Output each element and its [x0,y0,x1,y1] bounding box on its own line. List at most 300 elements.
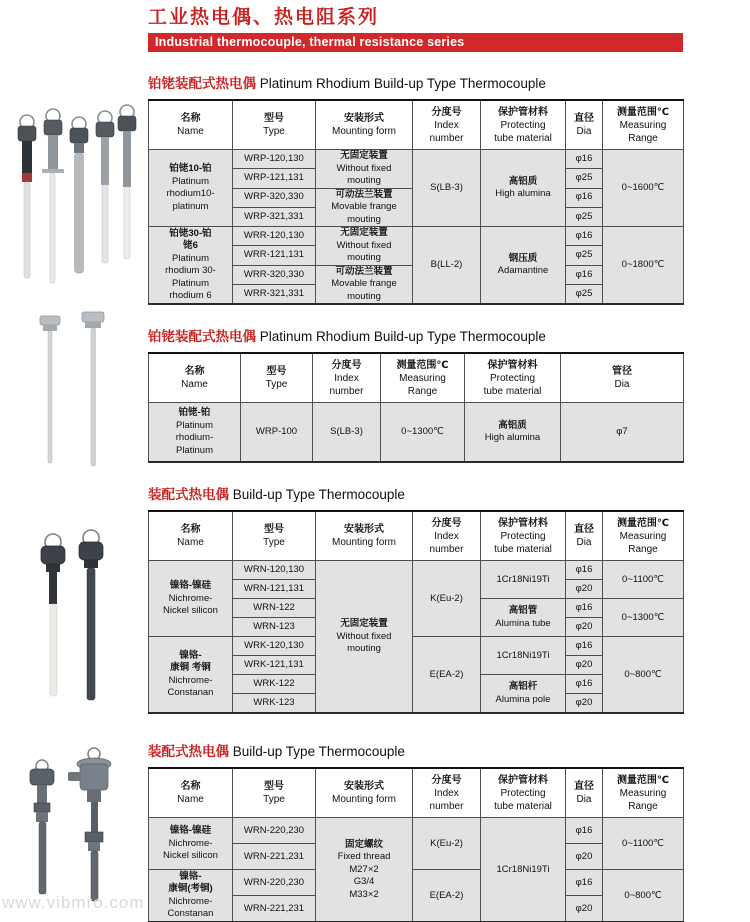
table-cell [233,844,316,870]
cell-text: φ16 [575,678,593,690]
cell-text: 高铝杆 [508,681,538,693]
column-header [481,768,566,818]
table-cell [233,818,316,844]
cell-text: WRR-120,130 [243,230,305,242]
table-row [149,870,684,896]
table-cell [233,150,316,169]
cell-text: WRR-321,331 [243,287,305,299]
thermocouple-illustration [40,312,104,466]
cell-text: 管径 [612,366,632,378]
table-cell [566,675,603,694]
cell-text: 可动法兰装置 [335,265,393,277]
spec-table-container [148,767,683,922]
thermocouple-illustration [41,530,103,700]
cell-text: Dia [576,126,592,137]
cell-text: 分度号 [431,774,462,786]
table-cell [149,637,233,714]
cell-text: Index [434,530,459,542]
cell-text: WRK-122 [253,678,295,690]
column-header [149,511,233,561]
section-platinum-rhodium-2 [148,329,683,463]
table-cell [233,896,316,922]
cell-text: Constanan [167,687,214,699]
cell-text: mouting [347,213,381,225]
cell-text: Measuring [619,119,667,131]
table-cell [316,818,413,922]
table-cell [566,561,603,580]
table-cell [149,227,233,305]
cell-text: φ20 [575,697,593,709]
table-cell [149,403,241,463]
cell-text: Index [434,787,459,799]
column-header [381,353,465,403]
cell-text: 镍铬- [179,870,202,882]
section-heading-zh: 铂铑装配式热电偶 [148,329,256,345]
cell-text: mouting [347,252,381,264]
section-build-up-1 [148,487,683,714]
section-heading-zh: 装配式热电偶 [148,744,229,760]
header-row [149,768,684,818]
cell-text: Platinum [176,419,213,431]
table-cell [481,675,566,714]
table-cell [381,403,465,463]
cell-text: Platinum [172,252,209,264]
table-cell [413,637,481,714]
cell-text: WRP-100 [255,426,298,438]
cell-text: 保护管材料 [498,106,548,118]
cell-text: 测量范围℃ [616,517,670,529]
table-cell [603,637,684,714]
table-cell [233,580,316,599]
cell-text: Protecting [500,530,546,542]
cell-text: 0~1600℃ [621,181,665,193]
thermocouple-illustration [30,748,111,901]
table-cell [149,818,233,870]
cell-text: Name [177,126,204,137]
cell-text: φ25 [575,249,593,261]
spec-table [148,99,684,305]
cell-text: rhodium 6 [169,290,212,302]
cell-text: 铂铑30-铂 [169,227,212,239]
table-cell [566,694,603,714]
thermocouple-photo-group-3 [26,528,121,706]
table-cell [603,150,684,227]
cell-text: WRN-221,231 [243,850,305,862]
cell-text: 名称 [180,781,201,793]
column-header [241,353,313,403]
cell-text: φ25 [575,287,593,299]
cell-text: 镍铬-镍硅 [169,825,212,837]
table-cell [241,403,313,463]
table-cell [603,227,684,305]
cell-text: φ16 [575,191,593,203]
table-cell [233,265,316,284]
cell-text: WRN-120,130 [243,564,305,576]
cell-text: WRN-121,131 [243,583,305,595]
table-cell [233,656,316,675]
cell-text: 分度号 [431,106,462,118]
table-cell [603,870,684,922]
cell-text: Protecting [500,787,546,799]
table-cell [566,599,603,618]
table-cell [413,561,481,637]
section-platinum-rhodium-1 [148,76,683,305]
cell-text: Platinum [172,277,209,289]
cell-text: WRP-120,130 [244,152,304,164]
table-cell [413,150,481,227]
cell-text: rhodium- [175,432,214,444]
table-cell [481,561,566,599]
section-build-up-2 [148,744,683,922]
cell-text: φ16 [575,564,593,576]
table-cell [566,285,603,305]
table-cell [149,561,233,637]
cell-text: 直径 [574,113,594,124]
cell-text: G3/4 [353,876,375,888]
table-cell [566,188,603,207]
cell-text: 保护管材料 [487,359,538,371]
cell-text: M27×2 [349,863,379,875]
table-cell [481,150,566,227]
cell-text: 型号 [264,524,284,536]
table-cell [413,870,481,922]
cell-text: High alumina [495,188,551,200]
cell-text: 保护管材料 [498,774,548,786]
cell-text: 铂铑10-铂 [169,163,212,175]
cell-text: E(EA-2) [429,889,464,901]
cell-text: 直径 [574,524,594,536]
table-cell [233,599,316,618]
column-header [603,768,684,818]
cell-text: Platinum [172,175,209,187]
cell-text: Type [263,794,285,806]
content-column [148,6,683,922]
cell-text: 0~800℃ [624,889,662,901]
cell-text: WRK-121,131 [244,659,304,671]
header-row [149,353,684,403]
table-cell [566,207,603,226]
cell-text: WRR-121,131 [243,249,305,261]
cell-text: Measuring [619,787,667,799]
section-heading [148,76,683,92]
column-header [413,100,481,150]
cell-text: Without fixed [336,162,392,174]
cell-text: φ20 [575,659,593,671]
cell-text: φ16 [575,640,593,652]
cell-text: 1Cr18Ni19Ti [496,863,550,875]
table-cell [233,246,316,265]
table-cell [561,403,684,463]
table-row [149,637,684,656]
table-cell [566,844,603,870]
cell-text: tube material [483,385,542,397]
cell-text: φ20 [575,621,593,633]
cell-text: Without fixed [336,239,392,251]
cell-text: mouting [347,643,381,655]
column-header [316,100,413,150]
spec-table-container [148,352,683,463]
spec-table [148,510,684,714]
cell-text: WRN-123 [253,621,295,633]
cell-text: WRK-120,130 [244,640,304,652]
spec-table [148,767,684,922]
cell-text: φ16 [575,152,593,164]
column-header [465,353,561,403]
table-cell [233,169,316,188]
table-cell [233,207,316,226]
table-cell [481,818,566,922]
cell-text: Movable frange [331,278,397,290]
table-cell [566,637,603,656]
table-cell [566,150,603,169]
section-heading-en: Build-up Type Thermocouple [232,487,405,503]
table-cell [566,870,603,896]
cell-text: Index [434,119,459,131]
cell-text: 可动法兰装置 [335,188,393,200]
spec-table-container [148,99,683,305]
cell-text: φ20 [575,850,593,862]
cell-text: Nickel silicon [163,605,218,617]
cell-text: 0~1100℃ [622,837,664,849]
cell-text: 无固定装置 [340,150,388,161]
cell-text: K(Eu-2) [430,592,463,604]
cell-text: Alumina tube [495,617,551,629]
table-cell [149,870,233,922]
cell-text: 分度号 [431,517,462,529]
table-cell [603,599,684,637]
cell-text: 型号 [264,113,284,124]
table-cell [233,637,316,656]
cell-text: 康铜 考铜 [170,662,211,674]
cell-text: WRN-122 [253,602,295,614]
cell-text: WRN-220,230 [243,876,305,888]
cell-text: Range [628,543,658,555]
column-header [566,768,603,818]
cell-text: Range [628,132,658,144]
cell-text: Nichrome- [168,895,213,907]
cell-text: 名称 [184,366,205,378]
cell-text: 名称 [180,113,201,124]
cell-text: number [429,543,464,555]
cell-text: 镍铬- [179,649,202,661]
table-cell [566,265,603,284]
cell-text: 0~1300℃ [621,611,665,623]
column-header [603,511,684,561]
table-cell [233,694,316,714]
cell-text: 钢压质 [508,252,538,264]
section-heading-zh: 装配式热电偶 [148,487,229,503]
column-header [561,353,684,403]
thermocouple-photo-group-2 [22,308,120,470]
cell-text: Nichrome- [168,837,213,849]
spec-table [148,352,684,463]
cell-text: WRN-221,231 [243,902,305,914]
cell-text: tube material [494,132,552,144]
table-cell [413,227,481,305]
table-cell [566,896,603,922]
column-header [413,511,481,561]
cell-text: Type [265,379,288,391]
table-cell [566,818,603,844]
cell-text: 0~1300℃ [401,426,444,438]
cell-text: 保护管材料 [498,517,548,529]
cell-text: High alumina [484,432,541,444]
cell-text: WRP-121,131 [244,172,304,184]
page-title: 工业热电偶、热电阻系列 [148,7,380,28]
table-cell [316,561,413,714]
cell-text: 0~1800℃ [621,259,665,271]
cell-text: 康铜(考铜) [168,883,213,895]
cell-text: B(LL-2) [430,259,463,271]
section-heading [148,487,683,503]
cell-text: 名称 [180,524,201,536]
section-heading [148,329,683,345]
table-cell [566,656,603,675]
cell-text: S(LB-3) [430,181,463,193]
cell-text: M33×2 [349,888,379,900]
cell-text: Dia [614,379,630,391]
table-cell [233,618,316,637]
table-cell [233,188,316,207]
cell-text: 高铝质 [498,419,527,431]
table-cell [566,618,603,637]
cell-text: φ25 [575,172,593,184]
cell-text: 安装形式 [344,781,384,793]
column-header [603,100,684,150]
table-cell [566,227,603,246]
table-cell [316,265,413,304]
cell-text: 安装形式 [344,524,384,536]
column-header [313,353,381,403]
header-row [149,100,684,150]
thermocouple-illustration [18,105,136,283]
cell-text: 型号 [266,366,287,378]
cell-text: Nichrome- [168,674,213,686]
table-cell [481,227,566,305]
table-row [149,227,684,246]
table-cell [566,580,603,599]
cell-text: 1Cr18Ni19Ti [496,573,550,585]
cell-text: WRN-220,230 [243,824,305,836]
cell-text: 固定螺纹 [344,838,383,850]
cell-text: rhodium10- [166,188,215,200]
table-cell [233,561,316,580]
table-cell [233,675,316,694]
table-cell [233,285,316,305]
cell-text: Constanan [167,908,214,920]
cell-text: Name [181,379,208,391]
header-row [149,511,684,561]
cell-text: 测量范围℃ [396,359,449,371]
thermocouple-photo-group-4 [8,742,130,906]
column-header [566,100,603,150]
cell-text: φ16 [575,824,593,836]
cell-text: WRP-321,331 [244,210,304,222]
cell-text: φ16 [575,268,593,280]
cell-text: platinum [172,200,209,212]
cell-text: Fixed thread [337,851,391,863]
cell-text: WRK-123 [253,697,295,709]
cell-text: Adamantine [497,265,549,277]
cell-text: Mounting form [332,126,396,137]
series-banner: Industrial thermocouple, thermal resistance series [148,33,683,52]
cell-text: Platinum [176,444,213,456]
cell-text: Nickel silicon [163,850,218,862]
cell-text: rhodium 30- [165,265,216,277]
column-header [233,511,316,561]
cell-text: φ25 [575,210,593,222]
table-cell [233,227,316,246]
column-header [566,511,603,561]
column-header [481,511,566,561]
cell-text: 分度号 [331,359,362,371]
cell-text: φ20 [575,583,593,595]
column-header [233,100,316,150]
cell-text: 测量范围℃ [616,774,670,786]
watermark: www.vibmro.com [2,893,145,912]
cell-text: mouting [347,290,381,302]
cell-text: φ16 [575,230,593,242]
column-header [316,768,413,818]
cell-text: 高铝质 [508,175,538,187]
cell-text: tube material [494,543,552,555]
table-cell [233,870,316,896]
table-row [149,403,684,463]
cell-text: Alumina pole [495,693,551,705]
cell-text: Mounting form [332,794,396,806]
cell-text: φ7 [616,426,628,438]
thermocouple-photo-group-1 [4,96,142,292]
cell-text: WRP-320,330 [244,191,304,203]
cell-text: Dia [576,794,592,806]
section-heading-en: Build-up Type Thermocouple [232,744,405,760]
column-header [149,100,233,150]
cell-text: Protecting [489,372,536,384]
cell-text: Mounting form [332,537,396,549]
cell-text: Name [177,537,204,549]
cell-text: Nichrome- [168,592,213,604]
table-cell [316,188,413,227]
table-cell [566,169,603,188]
column-header [149,353,241,403]
cell-text: Type [263,537,285,549]
cell-text: Index [334,372,359,384]
cell-text: number [329,385,364,397]
cell-text: φ16 [575,876,593,888]
cell-text: Movable frange [331,201,397,213]
column-header [481,100,566,150]
spec-table-container [148,510,683,714]
cell-text: 铑6 [183,240,198,252]
cell-text: φ16 [575,602,593,614]
cell-text: 0~1100℃ [622,573,664,585]
table-cell [566,246,603,265]
table-cell [603,561,684,599]
table-cell [603,818,684,870]
cell-text: 无固定装置 [340,227,388,239]
cell-text: S(LB-3) [330,426,363,438]
cell-text: WRR-320,330 [243,268,305,280]
cell-text: 1Cr18Ni19Ti [496,649,550,661]
cell-text: 直径 [574,781,594,793]
cell-text: Range [407,385,438,397]
section-heading-en: Platinum Rhodium Build-up Type Thermocouple [259,76,546,91]
cell-text: 测量范围℃ [616,106,670,118]
cell-text: E(EA-2) [429,668,464,680]
table-cell [465,403,561,463]
cell-text: K(Eu-2) [430,837,463,849]
table-row [149,818,684,844]
